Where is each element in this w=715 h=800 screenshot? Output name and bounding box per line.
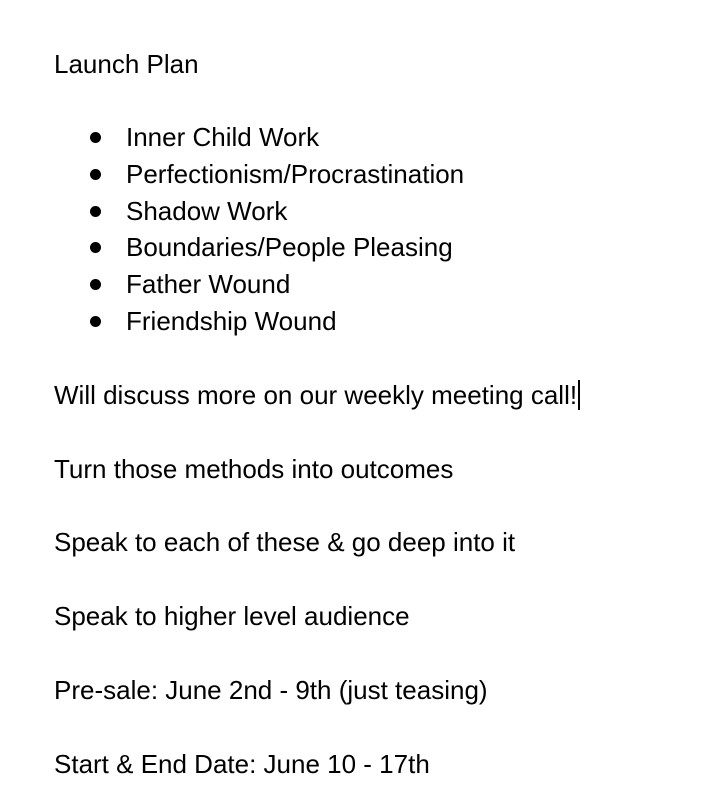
paragraph: Speak to higher level audience — [54, 601, 410, 631]
bullet-icon — [90, 316, 101, 327]
text-cursor — [578, 380, 580, 410]
list-item-text: Boundaries/People Pleasing — [126, 232, 453, 262]
list-item-text: Perfectionism/Procrastination — [126, 159, 465, 189]
bullet-icon — [90, 169, 101, 180]
paragraph: Turn those methods into outcomes — [54, 454, 454, 484]
bullet-icon — [90, 242, 101, 253]
list-item — [90, 158, 464, 190]
paragraph: Pre-sale: June 2nd - 9th (just teasing) — [54, 675, 488, 705]
list-item — [90, 121, 319, 153]
list-item-text: Father Wound — [126, 269, 291, 299]
paragraph: Speak to each of these & go deep into it — [54, 527, 516, 557]
bullet-icon — [90, 132, 101, 143]
list-item-text: Shadow Work — [126, 196, 288, 226]
document-title: Launch Plan — [54, 49, 199, 79]
paragraph — [54, 379, 580, 412]
list-item-text: Friendship Wound — [126, 306, 337, 336]
paragraph-text: Will discuss more on our weekly meeting call! — [54, 380, 578, 410]
list-item-text: Inner Child Work — [126, 122, 320, 152]
list-item — [90, 268, 290, 300]
list-item — [90, 231, 453, 263]
paragraph: Start & End Date: June 10 - 17th — [54, 749, 430, 779]
bullet-icon — [90, 206, 101, 217]
list-item — [90, 195, 287, 227]
list-item — [90, 305, 337, 337]
bullet-icon — [90, 279, 101, 290]
